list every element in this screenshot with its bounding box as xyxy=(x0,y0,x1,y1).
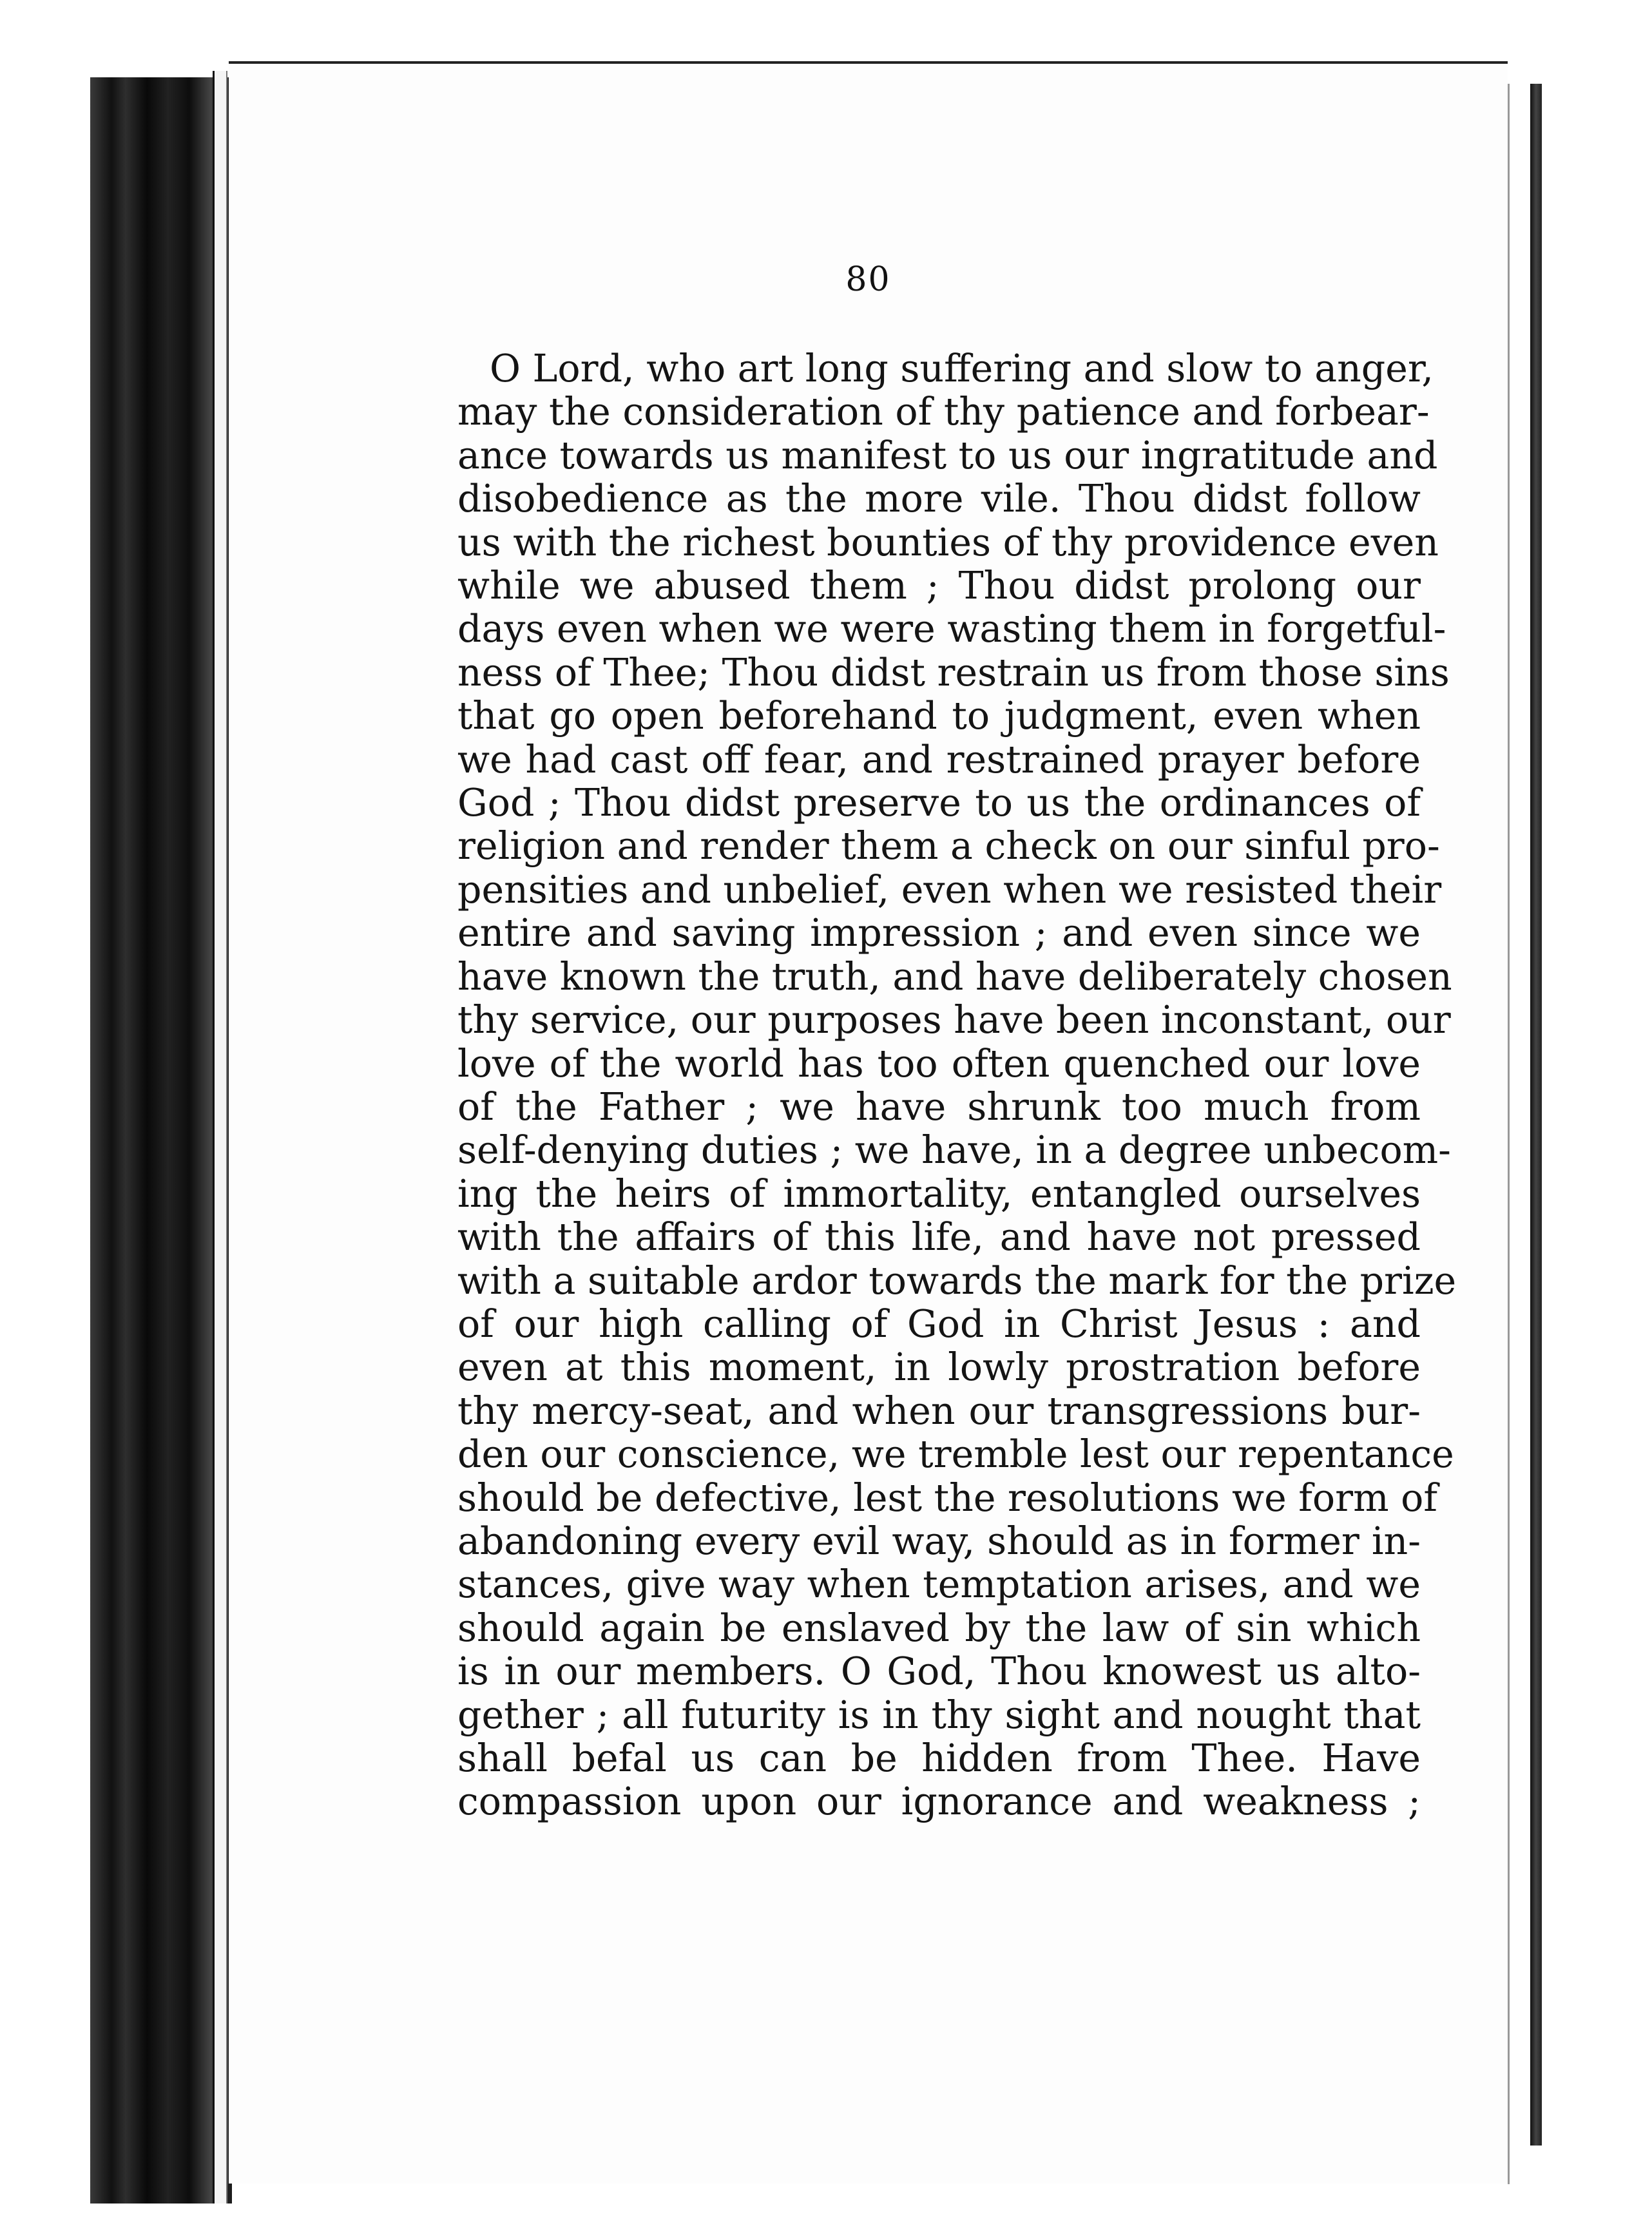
text-line: us with the richest bounties of thy providence even xyxy=(457,520,1439,564)
text-line: we had cast off fear, and restrained prayer before xyxy=(457,737,1421,782)
text-line: should be defective, lest the resolutions we form of xyxy=(457,1475,1438,1520)
text-line: of the Father ; we have shrunk too much from xyxy=(457,1084,1421,1129)
text-line: love of the world has too often quenched our love xyxy=(457,1041,1421,1086)
text-line: entire and saving impression ; and even since we xyxy=(457,911,1421,955)
book-page xyxy=(229,61,1508,2184)
text-line: of our high calling of God in Christ Jesus : and xyxy=(457,1301,1421,1346)
page-number: 80 xyxy=(845,260,891,299)
text-line: with a suitable ardor towards the mark for the prize xyxy=(457,1258,1457,1303)
text-line: ing the heirs of immortality, entangled ourselves xyxy=(457,1171,1421,1216)
text-line: thy service, our purposes have been inconstant, our xyxy=(457,998,1451,1042)
book-binding xyxy=(90,77,232,2203)
text-line: ness of Thee; Thou didst restrain us from those sins xyxy=(457,650,1450,695)
text-line: thy mercy-seat, and when our transgressions bur- xyxy=(457,1388,1421,1433)
text-line: that go open beforehand to judgment, even when xyxy=(457,694,1421,738)
text-line: O Lord, who art long suffering and slow to anger, xyxy=(490,347,1434,390)
text-line: with the affairs of this life, and have not pressed xyxy=(457,1215,1421,1260)
text-line: God ; Thou didst preserve to us the ordinances of xyxy=(457,781,1421,825)
text-line: may the consideration of thy patience and forbear- xyxy=(457,390,1430,434)
text-line: pensities and unbelief, even when we resisted their xyxy=(457,867,1442,912)
text-line: den our conscience, we tremble lest our repentance xyxy=(457,1432,1454,1477)
text-line: religion and render them a check on our sinful pro- xyxy=(457,824,1440,869)
text-line: shall befal us can be hidden from Thee. Have xyxy=(457,1736,1421,1780)
text-line: self-denying duties ; we have, in a degree unbecom- xyxy=(457,1128,1451,1173)
text-line: even at this moment, in lowly prostration before xyxy=(457,1345,1421,1390)
text-line: should again be enslaved by the law of sin which xyxy=(457,1606,1421,1650)
text-line: compassion upon our ignorance and weakness ; xyxy=(457,1780,1421,1824)
text-line: ance towards us manifest to us our ingratitude and xyxy=(457,433,1438,477)
text-line: gether ; all futurity is in thy sight and nought that xyxy=(457,1693,1421,1737)
text-line: is in our members. O God, Thou knowest us alto- xyxy=(457,1649,1421,1694)
text-line: days even when we were wasting them in forgetful- xyxy=(457,607,1446,651)
text-line: abandoning every evil way, should as in former in- xyxy=(457,1519,1421,1563)
text-line: disobedience as the more vile. Thou didst follow xyxy=(457,477,1421,521)
text-line: have known the truth, and have deliberately chosen xyxy=(457,954,1452,999)
prayer-text xyxy=(457,347,1457,1824)
adjacent-page-shadow xyxy=(1530,84,1542,2146)
text-line: stances, give way when temptation arises, and we xyxy=(457,1562,1421,1607)
binding-edge xyxy=(213,71,227,2203)
text-line: while we abused them ; Thou didst prolong our xyxy=(457,564,1421,608)
